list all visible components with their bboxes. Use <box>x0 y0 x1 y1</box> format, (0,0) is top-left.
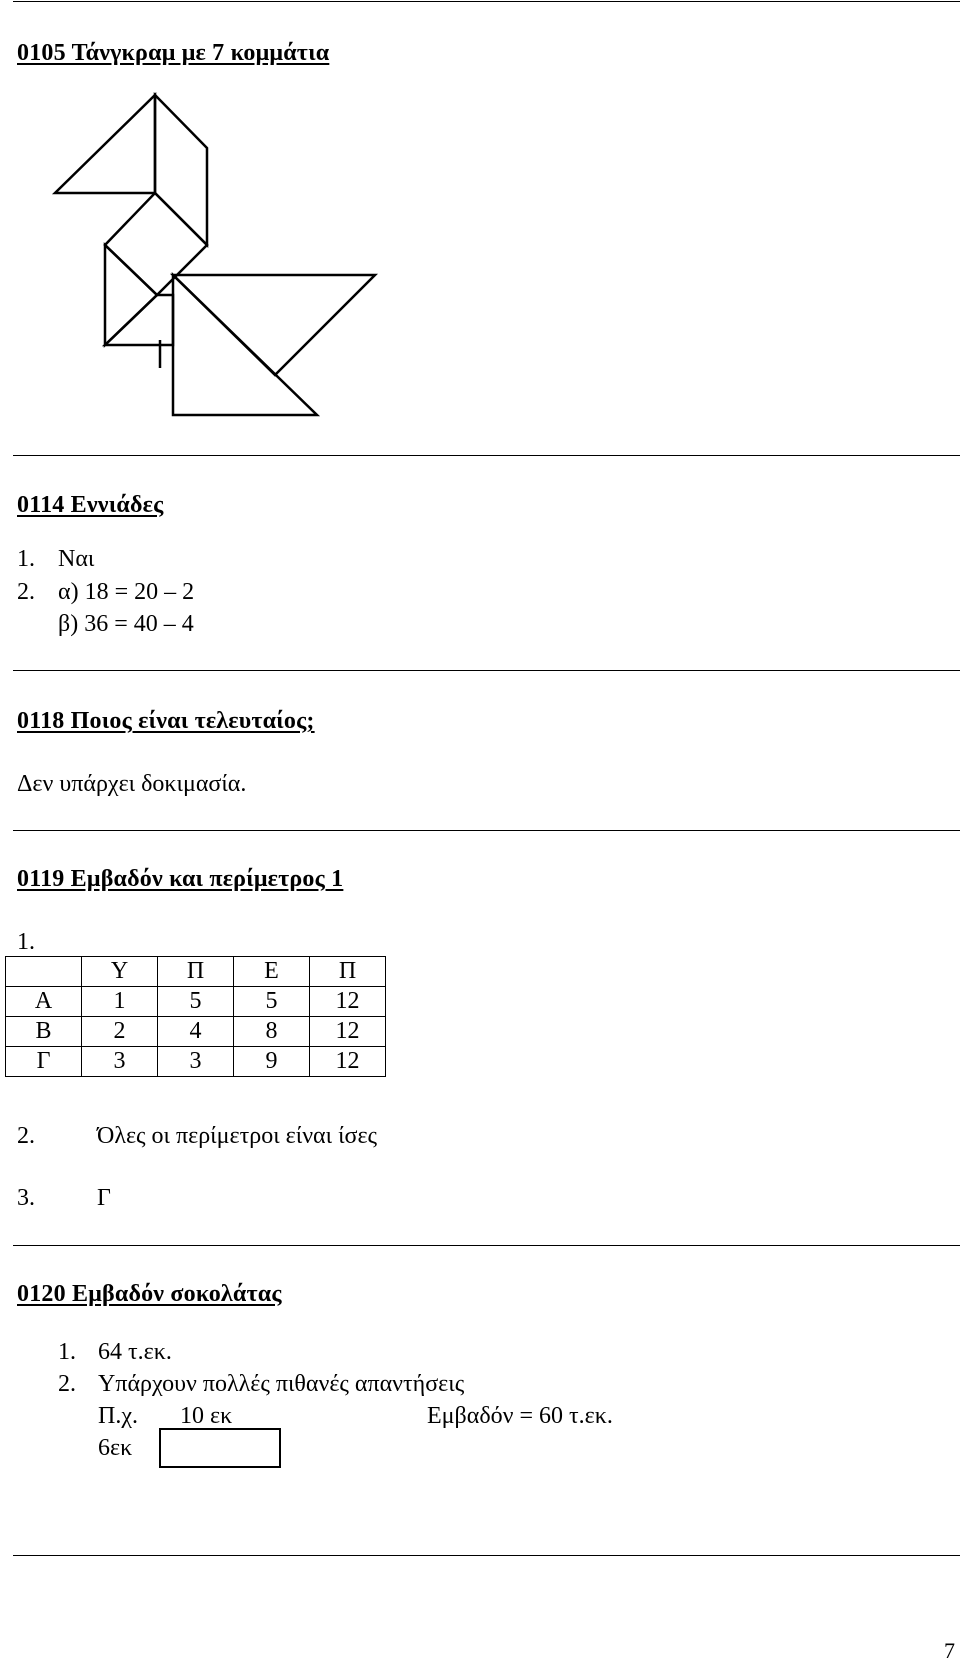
area-text: Εμβαδόν = 60 τ.εκ. <box>427 1403 613 1429</box>
tangram-square <box>105 193 207 295</box>
table-row <box>6 1017 386 1047</box>
section-text: Δεν υπάρχει δοκιμασία. <box>17 771 247 797</box>
tangram-parallelogram <box>155 95 207 245</box>
table-cell: 3 <box>82 1047 158 1077</box>
section-divider <box>13 830 960 831</box>
section-title-0114: 0114 Εννιάδες <box>17 492 164 518</box>
tangram-large-triangle <box>173 275 375 375</box>
tangram-small-triangle-2 <box>105 245 157 345</box>
list-item-text: Ναι <box>58 546 95 572</box>
section-divider <box>13 670 960 671</box>
section-title-0105: 0105 Τάνγκραμ με 7 κομμάτια <box>17 40 330 66</box>
answer-text: Υπάρχουν πολλές πιθανές απαντήσεις <box>98 1371 465 1397</box>
table-cell: Υ <box>82 957 158 987</box>
answer-text: 64 τ.εκ. <box>98 1339 172 1365</box>
table-cell: 4 <box>158 1017 234 1047</box>
table-cell <box>6 957 82 987</box>
table-cell: 12 <box>310 1017 386 1047</box>
list-item-text: α) 18 = 20 – 2 <box>58 579 195 605</box>
table-cell: Γ <box>6 1047 82 1077</box>
tangram-small-triangle <box>55 95 155 193</box>
table-cell: 5 <box>234 987 310 1017</box>
top-rule <box>13 1 960 2</box>
table-cell: 12 <box>310 1047 386 1077</box>
table-row <box>6 1047 386 1077</box>
question-number: 1. <box>17 929 35 955</box>
question-number: 3. <box>17 1185 35 1211</box>
table-header-row <box>6 957 386 987</box>
question-number: 2. <box>58 1371 76 1397</box>
answer-text: Γ <box>97 1185 111 1211</box>
table-cell: 3 <box>158 1047 234 1077</box>
table-cell: 12 <box>310 987 386 1017</box>
list-item-number: 2. <box>17 579 35 605</box>
width-label: 10 εκ <box>180 1403 233 1429</box>
table-cell: 5 <box>158 987 234 1017</box>
section-title-0119: 0119 Εμβαδόν και περίμετρος 1 <box>17 866 344 892</box>
table-cell: 2 <box>82 1017 158 1047</box>
table-cell: Ε <box>234 957 310 987</box>
table-cell: Π <box>158 957 234 987</box>
table-row <box>6 987 386 1017</box>
table-cell: 1 <box>82 987 158 1017</box>
tangram-bird-figure <box>48 88 378 428</box>
tangram-large-triangle-2 <box>173 275 317 415</box>
rectangle-example <box>159 1428 281 1468</box>
table-cell: 8 <box>234 1017 310 1047</box>
page-number: 7 <box>944 1638 955 1663</box>
tangram-medium-triangle <box>105 295 173 345</box>
example-prefix: Π.χ. <box>98 1403 138 1429</box>
question-number: 1. <box>58 1339 76 1365</box>
section-title-0118: 0118 Ποιος είναι τελευταίος; <box>17 708 315 734</box>
question-number: 2. <box>17 1123 35 1149</box>
section-divider <box>13 1245 960 1246</box>
section-title-0120: 0120 Εμβαδόν σοκολάτας <box>17 1281 282 1307</box>
table-cell: Π <box>310 957 386 987</box>
answer-text: Όλες οι περίμετροι είναι ίσες <box>97 1123 378 1149</box>
list-item-text: β) 36 = 40 – 4 <box>58 611 194 637</box>
table-cell: 9 <box>234 1047 310 1077</box>
list-item-number: 1. <box>17 546 35 572</box>
section-divider <box>13 455 960 456</box>
results-table <box>5 956 386 1077</box>
section-divider <box>13 1555 960 1556</box>
table-cell: Α <box>6 987 82 1017</box>
height-label: 6εκ <box>98 1435 133 1461</box>
table-cell: Β <box>6 1017 82 1047</box>
